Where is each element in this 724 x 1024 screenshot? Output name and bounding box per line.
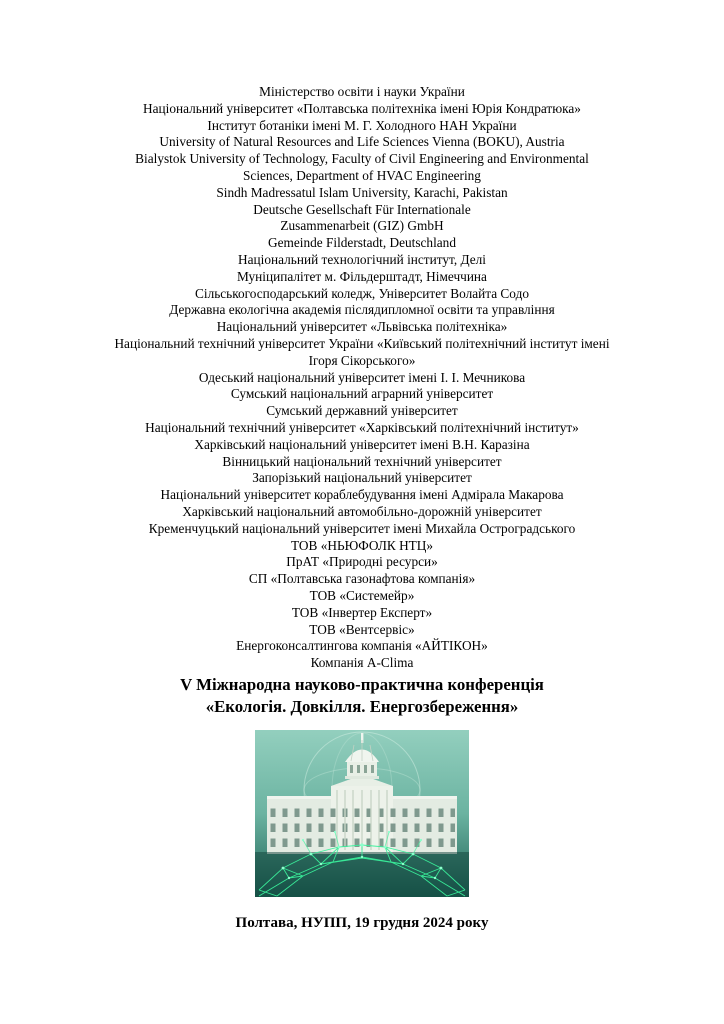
institution-line: Національний університет «Львівська політехніка» [216, 319, 508, 335]
institution-line: ТОВ «НЬЮФОЛК НТЦ» [290, 537, 434, 553]
institution-line: Харківський національний університет імені В.Н. Каразіна [194, 436, 530, 452]
institution-line: Одеський національний університет імені І. І. Мечникова [198, 369, 526, 385]
conference-title-line-2: «Екологія. Довкілля. Енергозбереження» [205, 696, 519, 716]
institution-line: ТОВ «Вентсервіс» [309, 621, 415, 637]
building-globe-illustration [255, 730, 469, 897]
conference-title-line-1: V Міжнародна науково-практична конференція [180, 674, 544, 694]
institution-line: Інститут ботаніки імені М. Г. Холодного НАН України [207, 117, 517, 133]
conference-cover-image [255, 730, 469, 897]
conference-title-block [0, 674, 724, 718]
institution-line: Deutsche Gesellschaft Für Internationale [253, 201, 471, 217]
institution-line: Національний університет «Полтавська політехніка імені Юрія Кондратюка» [143, 100, 581, 116]
institution-line: Zusammenarbeit (GIZ) GmbH [280, 218, 444, 234]
institution-line: Запорізький національний університет [252, 470, 472, 486]
institution-line: Ігоря Сікорського» [308, 352, 416, 368]
institution-line: Харківський національний автомобільно-дорожній університет [182, 503, 542, 519]
institution-line: Міністерство освіти і науки України [259, 84, 465, 99]
institution-line: Муніципалітет м. Фільдерштадт, Німеччина [237, 268, 487, 284]
institution-line: University of Natural Resources and Life Sciences Vienna (BOKU), Austria [159, 134, 565, 150]
institution-line: Національний технічний університет України «Київський політехнічний інститут імені [114, 335, 610, 351]
institutions-list [0, 84, 724, 672]
institution-line: Sindh Madressatul Islam University, Karachi, Pakistan [216, 184, 508, 200]
institution-line: Gemeinde Filderstadt, Deutschland [268, 235, 456, 251]
institution-line: Sciences, Department of HVAC Engineering [243, 167, 481, 183]
institution-line: Bialystok University of Technology, Faculty of Civil Engineering and Environmental [135, 151, 589, 167]
footer-place-date: Полтава, НУПП, 19 грудня 2024 року [235, 914, 489, 931]
institution-line: Сільськогосподарський коледж, Університет Волайта Содо [195, 285, 529, 301]
institution-line: Кременчуцький національний університет імені Михайла Остроградського [148, 520, 576, 536]
institution-line: СП «Полтавська газонафтова компанія» [248, 571, 476, 587]
institution-line: Державна екологічна академія післядипломної освіти та управління [169, 302, 555, 318]
institution-line: ТОВ «Системейр» [309, 587, 415, 603]
institution-line: Національний університет кораблебудування імені Адмірала Макарова [160, 487, 564, 503]
institution-line: Вінницький національний технічний університет [222, 453, 502, 469]
institution-line: Національний технологічний інститут, Делі [238, 251, 486, 267]
institution-line: Сумський державний університет [266, 403, 458, 419]
institution-line: ПрАТ «Природні ресурси» [286, 554, 438, 570]
institution-line: Компанія A-Clima [310, 655, 414, 671]
institution-line: ТОВ «Інвертер Експерт» [291, 604, 433, 620]
institution-line: Національний технічний університет «Харківський політехнічний інститут» [145, 419, 579, 435]
institution-line: Енергоконсалтингова компанія «АЙТІКОН» [236, 638, 488, 654]
institution-line: Сумський національний аграрний університет [230, 386, 494, 402]
